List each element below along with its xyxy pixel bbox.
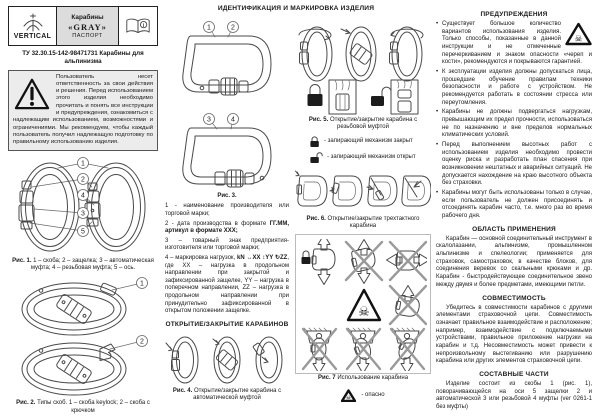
fig3-carabiner-bottom [183, 114, 271, 188]
warnings-section-title: ПРЕДУПРЕЖДЕНИЯ [480, 11, 548, 18]
danger-triangle-icon [341, 389, 356, 402]
fig7-wrong-anchor-2 [347, 328, 380, 371]
warning-triangle-icon [13, 77, 51, 114]
closed-padlock-icon [309, 135, 320, 148]
header-table [8, 6, 158, 46]
fig6-triple-action-open-close-diagram [295, 167, 431, 215]
warning-bullet-1: • ☠ Существует большое количество вариантов использования изделия. Только способы, показанные в данной инструкции и не отмеченные перечеркиванием и знаком опасности «череп и кости», рекомендуются и покрываются гарантией. [436, 21, 592, 67]
fig4-auto-gate-open-close-diagram [165, 331, 289, 387]
open-padlock-icon [309, 151, 323, 164]
unlocked-sleeve-detail [371, 80, 418, 114]
document-type: ПАСПОРТ [72, 32, 103, 39]
svg-text:1: 1 [207, 24, 211, 32]
manual-icon-box [119, 7, 157, 45]
fig7-wrong-anchor-3 [391, 328, 424, 371]
application-section-title: ОБЛАСТЬ ПРИМЕНЕНИЯ [472, 225, 556, 233]
fig7-wrong-use-2 [387, 242, 428, 280]
marking-legend-line3: 3 – товарный знак предприятия-изготовителя или торговой марки; [165, 237, 289, 252]
fig1-caption: Рис. 1. 1 – скоба; 2 – защелка; 3 – автоматическая муфта; 4 – резьбовая муфта; 5 – ось. [12, 257, 154, 271]
svg-text:i: i [142, 22, 145, 29]
fig2-caption: Рис. 2. Типы скоб. 1 – скоба keylock; 2 – скоба с крючком [16, 400, 150, 414]
fig7-carabiner-usage-diagram [299, 239, 427, 371]
svg-text:5: 5 [81, 228, 85, 236]
column-warnings [436, 6, 592, 414]
fig2-callouts [137, 278, 148, 347]
svg-text:4: 4 [231, 116, 235, 124]
fig7-caption: Рис. 7 Использование карабина [317, 375, 409, 382]
svg-text:☠: ☠ [346, 394, 352, 402]
svg-text:4: 4 [81, 192, 85, 200]
svg-text:3: 3 [207, 116, 211, 124]
fig7-usage-panel [295, 234, 431, 374]
skull-triangle-icon [565, 22, 592, 50]
column-figures [295, 14, 431, 402]
marking-legend-line1: 1 - наименование производителя или торговой марки; [165, 203, 289, 217]
locked-legend-row [309, 135, 431, 148]
fig3-caption: Рис. 3. [217, 193, 237, 199]
svg-text:2: 2 [231, 24, 235, 32]
responsibility-warning-text: Пользователь несет ответственность за свои действия и решения. Перед использованием этого изделия необходимо прочитать и понять все инструкции и предупреждения, ознакомиться с надлежащим использованием, возможностями и ограничениями. Мы рекомендуем, чтобы каждый пользователь получил надлежащую подготовку по правильному использованию изделия. [13, 73, 153, 146]
fig7-wrong-use-1 [346, 240, 382, 284]
fig7-wrong-anchor-1 [303, 328, 336, 371]
product-name: «GRAY» [68, 21, 107, 32]
fig7-wrong-use-3 [390, 286, 426, 325]
warning-bullet-4: • Перед выполнением высотных работ с использованием изделия необходимо провести оценку риска и разработать план спасения при возникновении нештатных и аварийных ситуаций. Не допускается нахождение на краю высотного объекта без страховки. [436, 142, 592, 188]
parts-section-title: СОСТАВНЫЕ ЧАСТИ [479, 370, 549, 378]
open-close-section-title: ОТКРЫТИЕ/ЗАКРЫТИЕ КАРАБИНОВ [165, 320, 289, 328]
vertical-logo [9, 7, 57, 45]
fig5-screw-gate-open-close-diagram [295, 16, 431, 116]
danger-legend-text: - опасно [361, 392, 385, 399]
vertical-logo-icon [21, 12, 45, 32]
warning-bullet-3: • Карабины не должны подвергаться нагрузкам, превышающим их предел прочности, использоваться не по назначению и вне пределов нормальных климатических условий. [436, 109, 592, 140]
skull-warning-triangle-icon [348, 290, 380, 320]
compatibility-section-title: СОВМЕСТИМОСТЬ [482, 294, 546, 302]
column-left [8, 6, 158, 418]
fig6-caption: Рис. 6. Открытие/закрытие трехтактного карабина [306, 215, 420, 229]
marking-legend-line2: 2 - дата производства в формате ГГ.ММ, артикул в формате XXX; [165, 220, 289, 235]
fig4-caption: Рис. 4. Открытие/закрытие карабина с автоматической муфтой [172, 387, 282, 402]
fig7-correct-use [302, 239, 336, 285]
product-kind: Карабины [71, 13, 104, 21]
svg-text:2: 2 [140, 338, 144, 346]
fig3-carabiner-top [183, 22, 271, 96]
warning-bullet-5: • Карабины могут быть использованы только в случае, если пользователь не должен присоединять и отсоединять карабин часто, т.е. много раз во время рабочего дня. [436, 190, 592, 221]
brand-name: VERTICAL [13, 33, 52, 40]
svg-text:☠: • ☠ [574, 34, 583, 45]
danger-legend-row [295, 389, 431, 402]
svg-text:1: 1 [81, 160, 85, 168]
svg-text:3: 3 [81, 210, 85, 218]
column-identification [165, 18, 289, 405]
fig5-caption: Рис. 5. Открытие/закрытие карабина с резьбовой муфтой [308, 117, 418, 131]
unlocked-legend-text: - запирающий механизм открыт [327, 154, 416, 161]
application-text: Карабин — основной соединительный инструмент в скалолазании, альпинизме, промышленном альпинизме и спелеологии; применяется для страховок, самостраховок, в качестве блоков, для соединения веревок со скальными крюками и др. Карабин - быстродействующее соединительное звено между двумя и более предметами, имеющими петли. [436, 235, 592, 288]
fig2-gate-types-diagram [8, 275, 158, 399]
marking-legend-line4: 4 – маркировка нагрузок, kN ↔XX ↕YY ↻ZZ, где XX – нагрузка в продольном направлении при закрытой и зафиксированной защелке, YY – нагрузка в поперечном направлении, ZZ – нагрузка в продольном направлении при принудительно зафиксированной в открытом положении защелке. [165, 254, 289, 315]
fig3-marking-diagram [165, 20, 289, 192]
responsibility-warning-box [8, 70, 158, 151]
locked-sleeve-detail [308, 80, 357, 114]
product-title-box [57, 7, 119, 45]
identification-section-title: ИДЕНТИФИКАЦИЯ И МАРКИРОВКА ИЗДЕЛИЯ [217, 5, 375, 12]
parts-text: Изделие состоит из скобы 1 (рис. 1), поворачивающейся на оси 5 защелки 2 и автоматической 3 или резьбовой 4 муфты (ver 0261-1 без муфты) [436, 380, 592, 410]
locked-legend-text: - запирающий механизм закрыт [324, 138, 413, 145]
svg-text:1: 1 [140, 280, 144, 288]
svg-text:☠: ☠ [358, 305, 370, 321]
warning-bullet-2: • К эксплуатации изделия должны допускаться лица, прошедшие обучение правилам техники безопасности и работе с устройством. Не рекомендуется работать в состоянии стресса или переутомления. [436, 69, 592, 107]
compatibility-text: Убедитесь в совместимости карабинов с другими элементами страховочной цепи. Совместимость означает правильное взаимодействие и расположение; например, взаимодействие с подключаемыми устройствами, правильное приложение нагрузки на карабин и т.д. Несовместимость может привести к непроизвольному выстегиванию или разрушению карабина или других элементов страховочной цепи. [436, 304, 592, 365]
unlocked-legend-row [309, 151, 431, 164]
fig1-carabiner-parts-diagram [8, 153, 158, 257]
svg-text:2: 2 [81, 176, 85, 184]
tu-standard-line: ТУ 32.30.15-142-98471731 Карабины для альпинизма [22, 50, 144, 65]
book-icon [124, 17, 152, 36]
